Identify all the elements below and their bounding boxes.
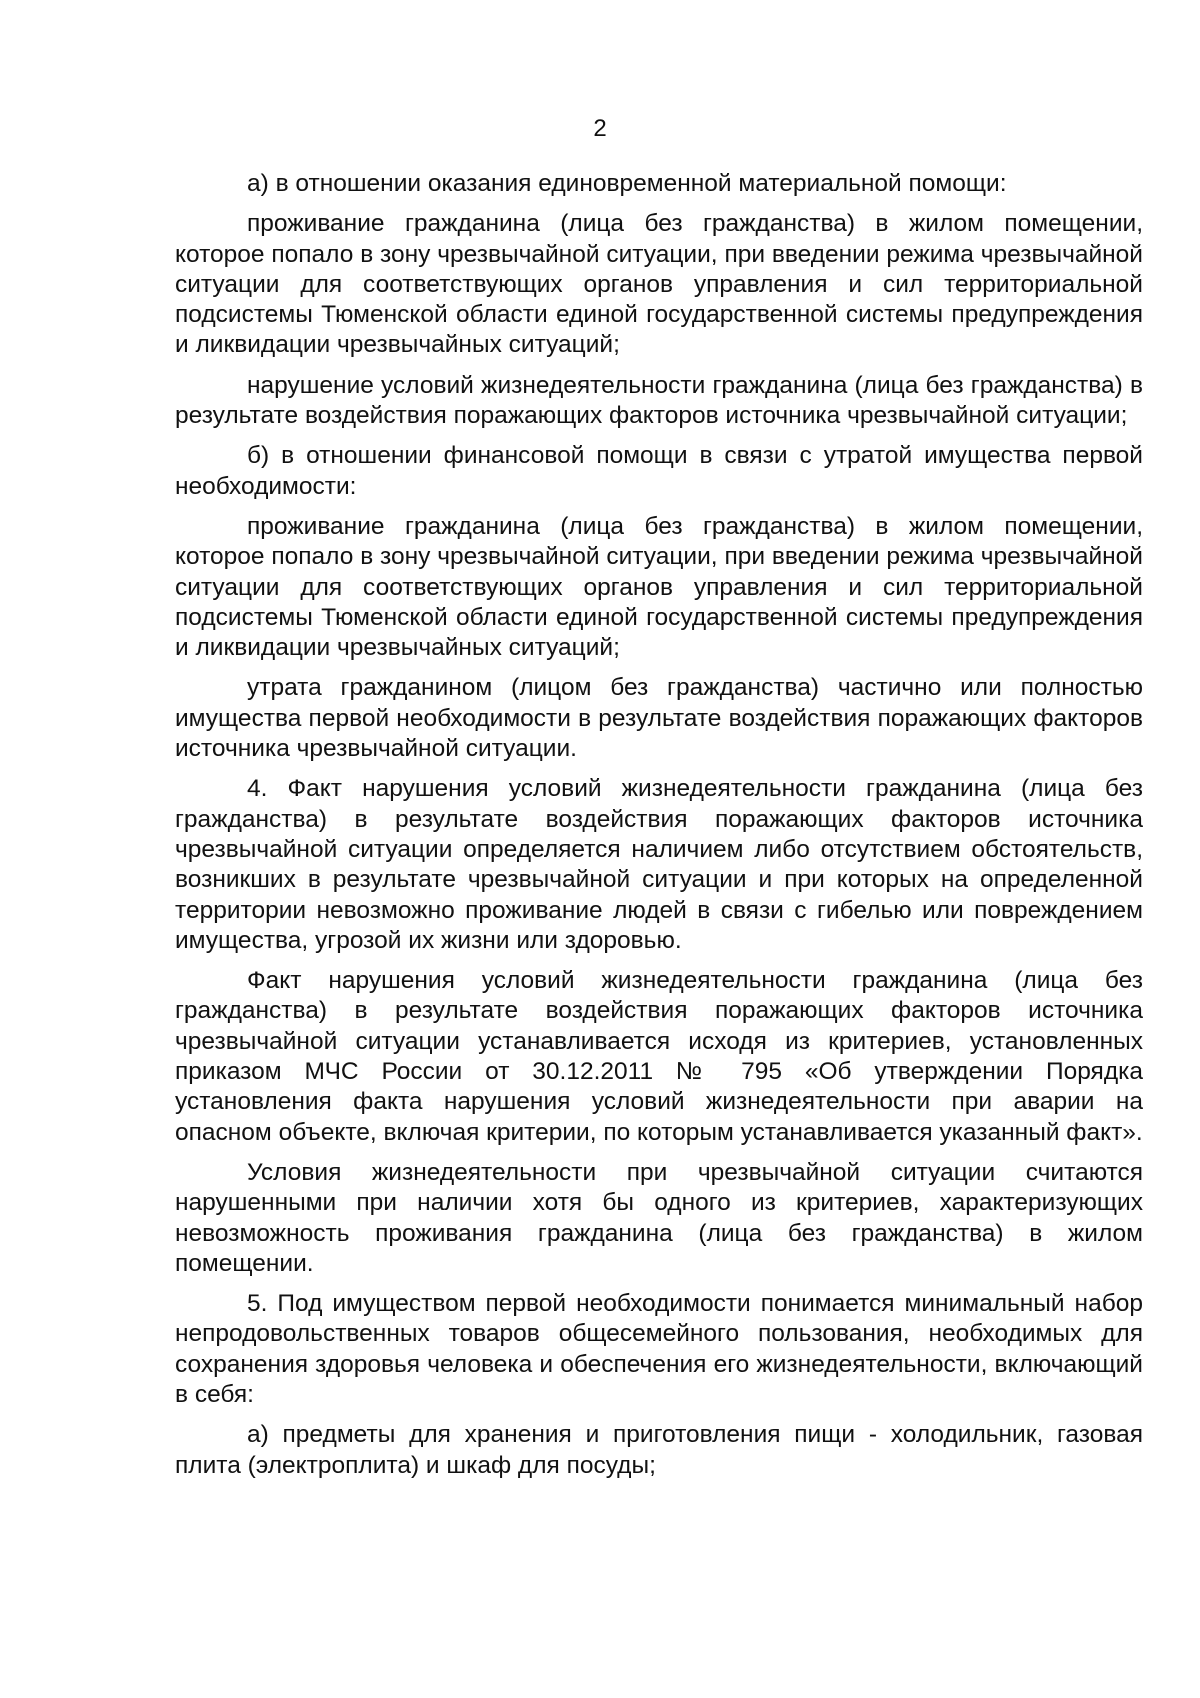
paragraph-a-food-storage-items: а) предметы для хранения и приготовления пищи - холодильник, газовая плита (электроплита) и шкаф для посуды; — [175, 1421, 1143, 1479]
paragraph-4-fact-determination: 4. Факт нарушения условий жизнедеятельности гражданина (лица без гражданства) в результате воздействия поражающих факторов источника чрезвычайной ситуации определяется наличием либо отсутствием обстоятельств, возникших в результате чрезвычайной ситуации и при которых на определенной территории невозможно проживание людей в связи с гибелью или повреждением имущества, угрозой их жизни или здоровью. — [175, 775, 1143, 954]
paragraph-fact-criteria-order: Факт нарушения условий жизнедеятельности гражданина (лица без гражданства) в результате воздействия поражающих факторов источника чрезвычайной ситуации устанавливается исходя из критериев, установленных приказом МЧС России от 30.12.2011 № 795 «Об утверждении Порядка установления факта нарушения условий жизнедеятельности при аварии на опасном объекте, включая критерии, по которым устанавливается указанный факт». — [175, 967, 1143, 1146]
paragraph-b-financial-aid: б) в отношении финансовой помощи в связи с утратой имущества первой необходимости: — [175, 442, 1143, 500]
paragraph-5-essential-property: 5. Под имуществом первой необходимости понимается минимальный набор непродовольственных товаров общесемейного пользования, необходимых для сохранения здоровья человека и обеспечения его жизнедеятельности, включающий в себя: — [175, 1290, 1143, 1408]
paragraph-a-material-aid: а) в отношении оказания единовременной материальной помощи: — [247, 170, 1007, 197]
document-body — [175, 169, 1143, 1491]
page-number: 2 — [593, 115, 607, 142]
paragraph-residence-emergency-zone: проживание гражданина (лица без гражданства) в жилом помещении, которое попало в зону чрезвычайной ситуации, при введении режима чрезвычайной ситуации для соответствующих органов управления и сил территориальной подсистемы Тюменской области единой государственной системы предупреждения и ликвидации чрезвычайных ситуаций; — [175, 210, 1143, 359]
paragraph-residence-emergency-zone-2: проживание гражданина (лица без гражданства) в жилом помещении, которое попало в зону чрезвычайной ситуации, при введении режима чрезвычайной ситуации для соответствующих органов управления и сил территориальной подсистемы Тюменской области единой государственной системы предупреждения и ликвидации чрезвычайных ситуаций; — [175, 512, 1143, 662]
paragraph-living-conditions-violation: нарушение условий жизнедеятельности гражданина (лица без гражданства) в результате воздействия поражающих факторов источника чрезвычайной ситуации; — [175, 371, 1143, 430]
paragraph-property-loss: утрата гражданином (лицом без гражданства) частично или полностью имущества первой необходимости в результате воздействия поражающих факторов источника чрезвычайной ситуации. — [175, 674, 1143, 763]
paragraph-conditions-violated: Условия жизнедеятельности при чрезвычайной ситуации считаются нарушенными при наличии хотя бы одного из критериев, характеризующих невозможность проживания гражданина (лица без гражданства) в жилом помещении. — [175, 1158, 1143, 1277]
